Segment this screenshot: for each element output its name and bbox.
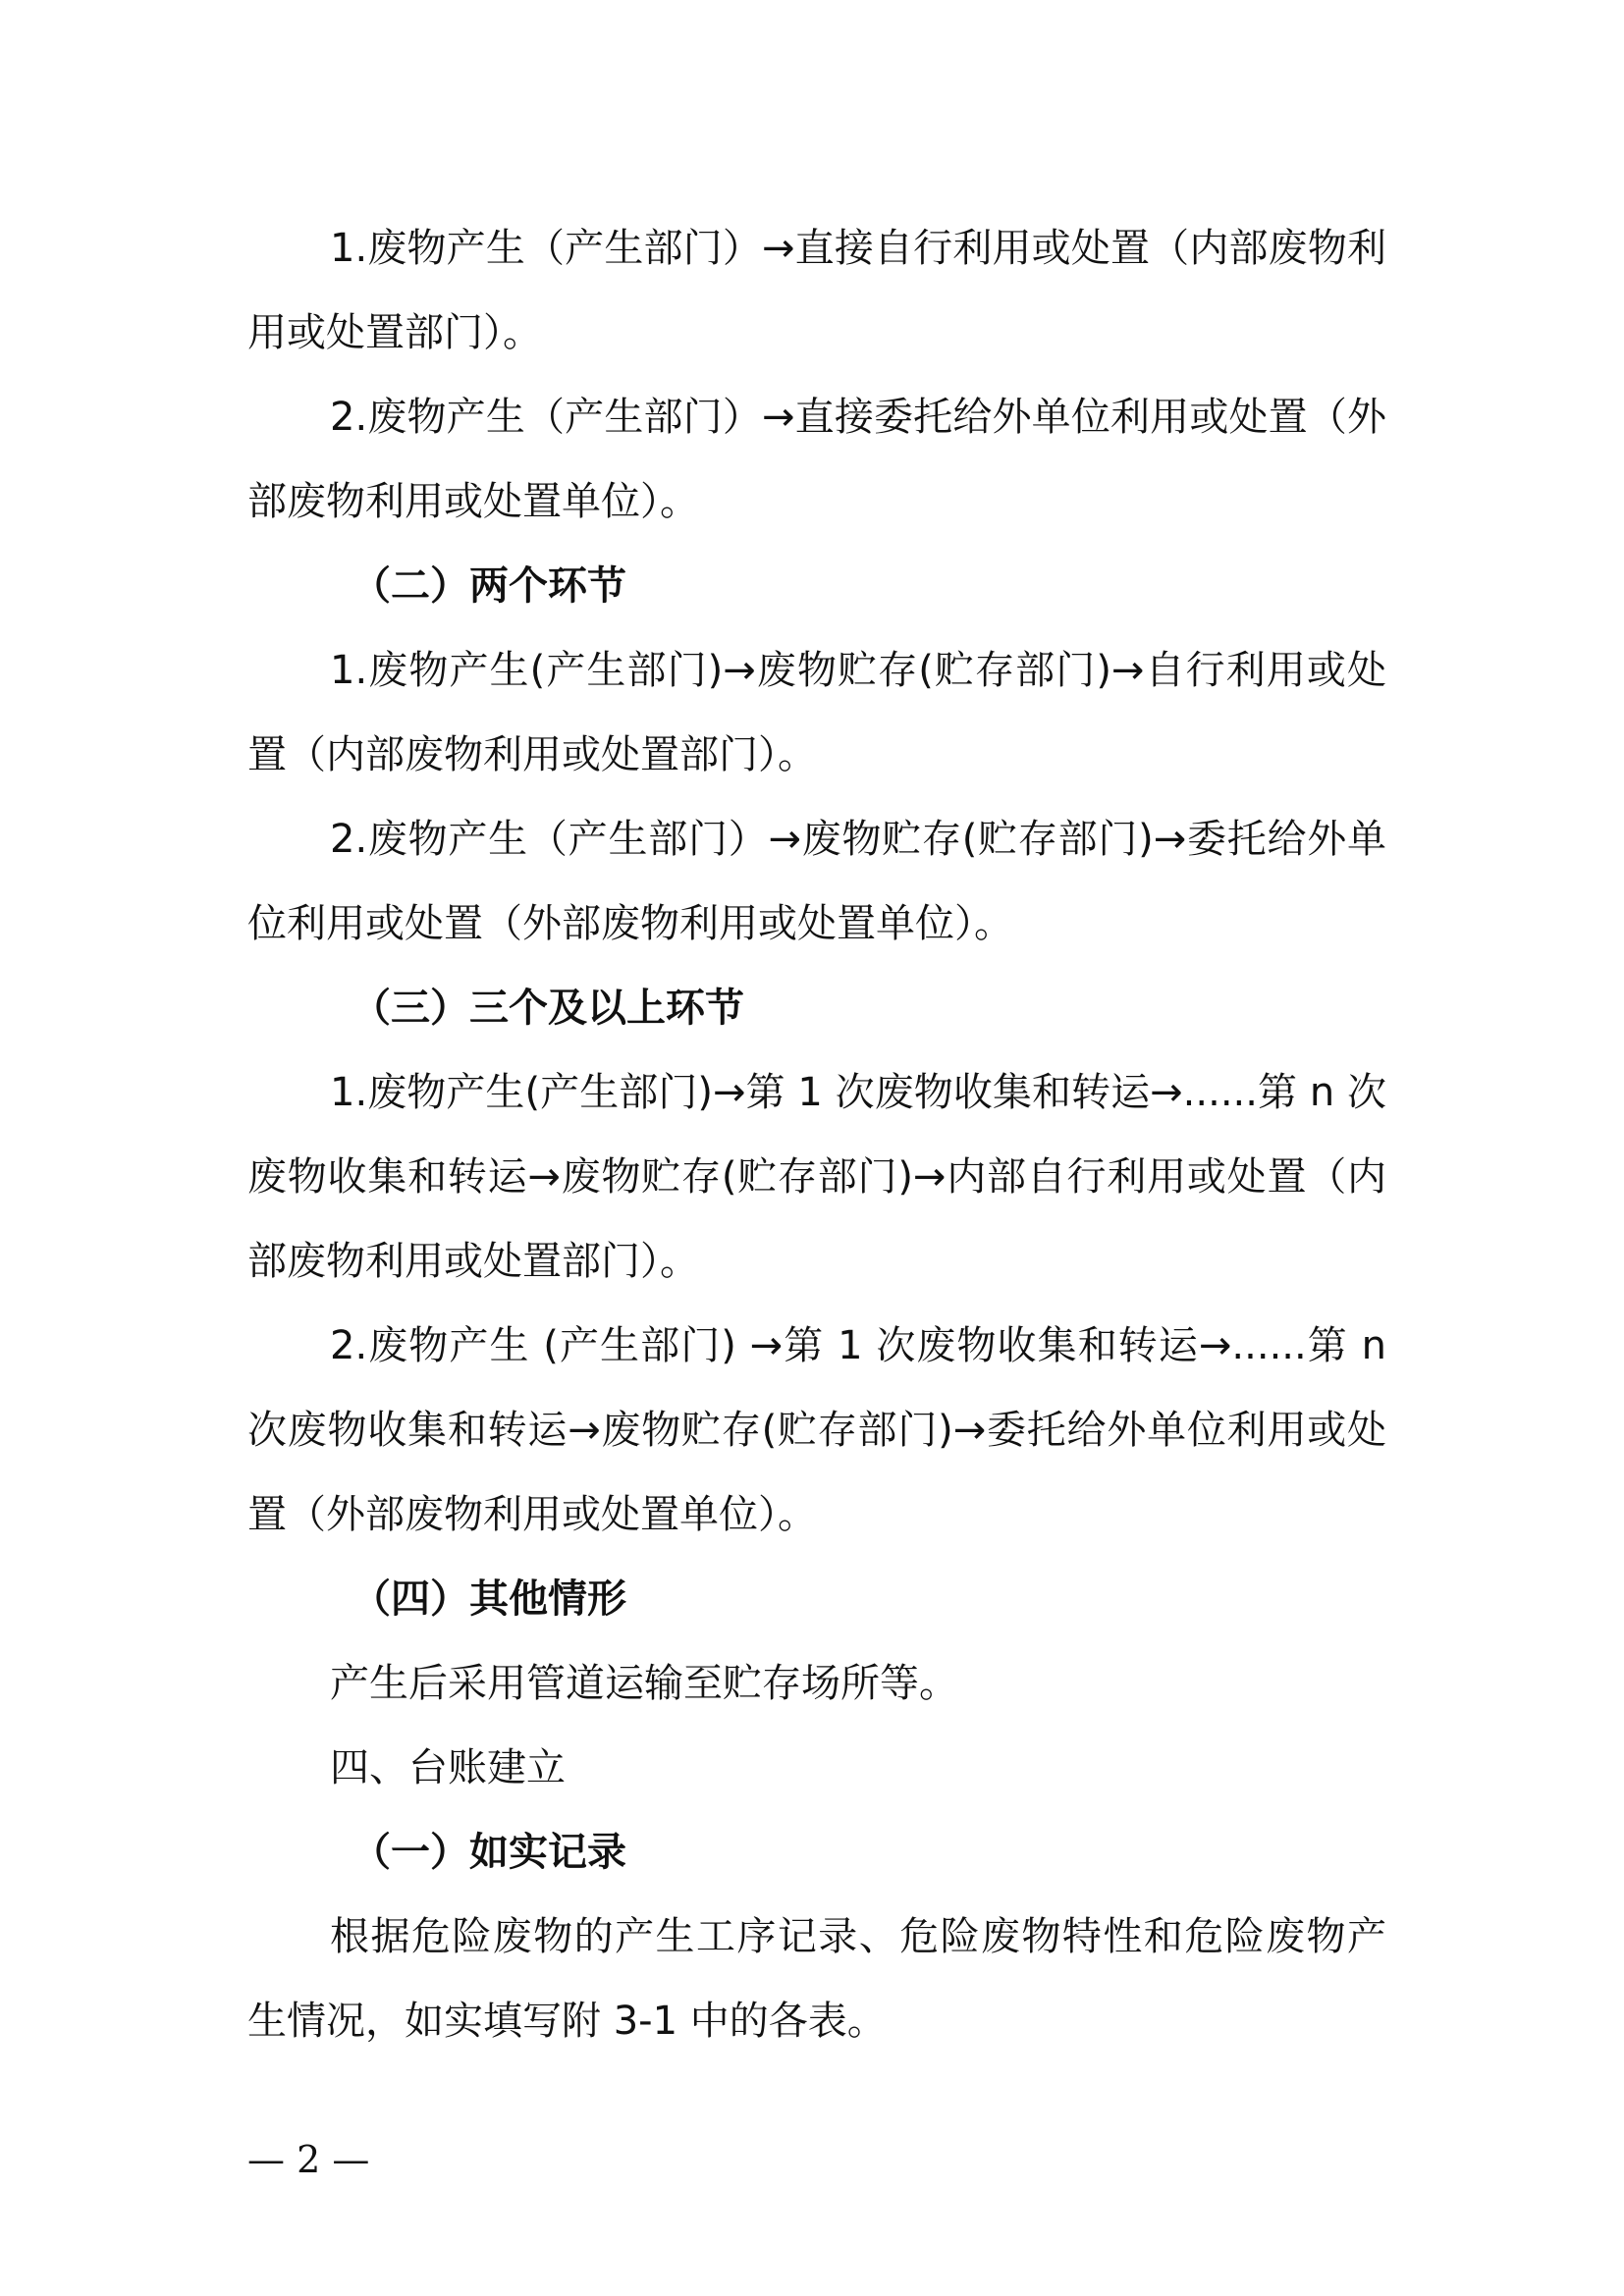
paragraph-4: 2.废物产生（产生部门）→废物贮存(贮存部门)→委托给外单位利用或处置（外部废物利用或处置单位）。 [247,817,1386,946]
document-body [247,206,1386,2063]
section-heading-two-steps: （二）两个环节 [352,563,626,609]
section-heading-three-steps: （三）三个及以上环节 [352,986,744,1031]
page-number: — 2 — [247,2138,370,2181]
paragraph-5: 1.废物产生(产生部门)→第 1 次废物收集和转运→......第 n 次废物收集和转运→废物贮存(贮存部门)→内部自行利用或处置（内部废物利用或处置部门）。 [247,1070,1386,1284]
paragraph-3: 1.废物产生(产生部门)→废物贮存(贮存部门)→自行利用或处置（内部废物利用或处置部门）。 [247,648,1386,777]
section-heading-record: （一）如实记录 [352,1830,626,1875]
section-title-ledger: 四、台账建立 [330,1745,566,1790]
paragraph-2: 2.废物产生（产生部门）→直接委托给外单位利用或处置（外部废物利用或处置单位）。 [247,395,1386,524]
paragraph-1: 1.废物产生（产生部门）→直接自行利用或处置（内部废物利用或处置部门）。 [247,226,1386,355]
paragraph-6: 2.废物产生 (产生部门) →第 1 次废物收集和转运→......第 n 次废物收集和转运→废物贮存(贮存部门)→委托给外单位利用或处置（外部废物利用或处置单位）。 [247,1323,1386,1537]
paragraph-7: 产生后采用管道运输至贮存场所等。 [330,1661,958,1706]
section-heading-other: （四）其他情形 [352,1576,626,1622]
paragraph-8: 根据危险废物的产生工序记录、危险废物特性和危险废物产生情况，如实填写附 3-1 中的各表。 [247,1914,1386,2044]
